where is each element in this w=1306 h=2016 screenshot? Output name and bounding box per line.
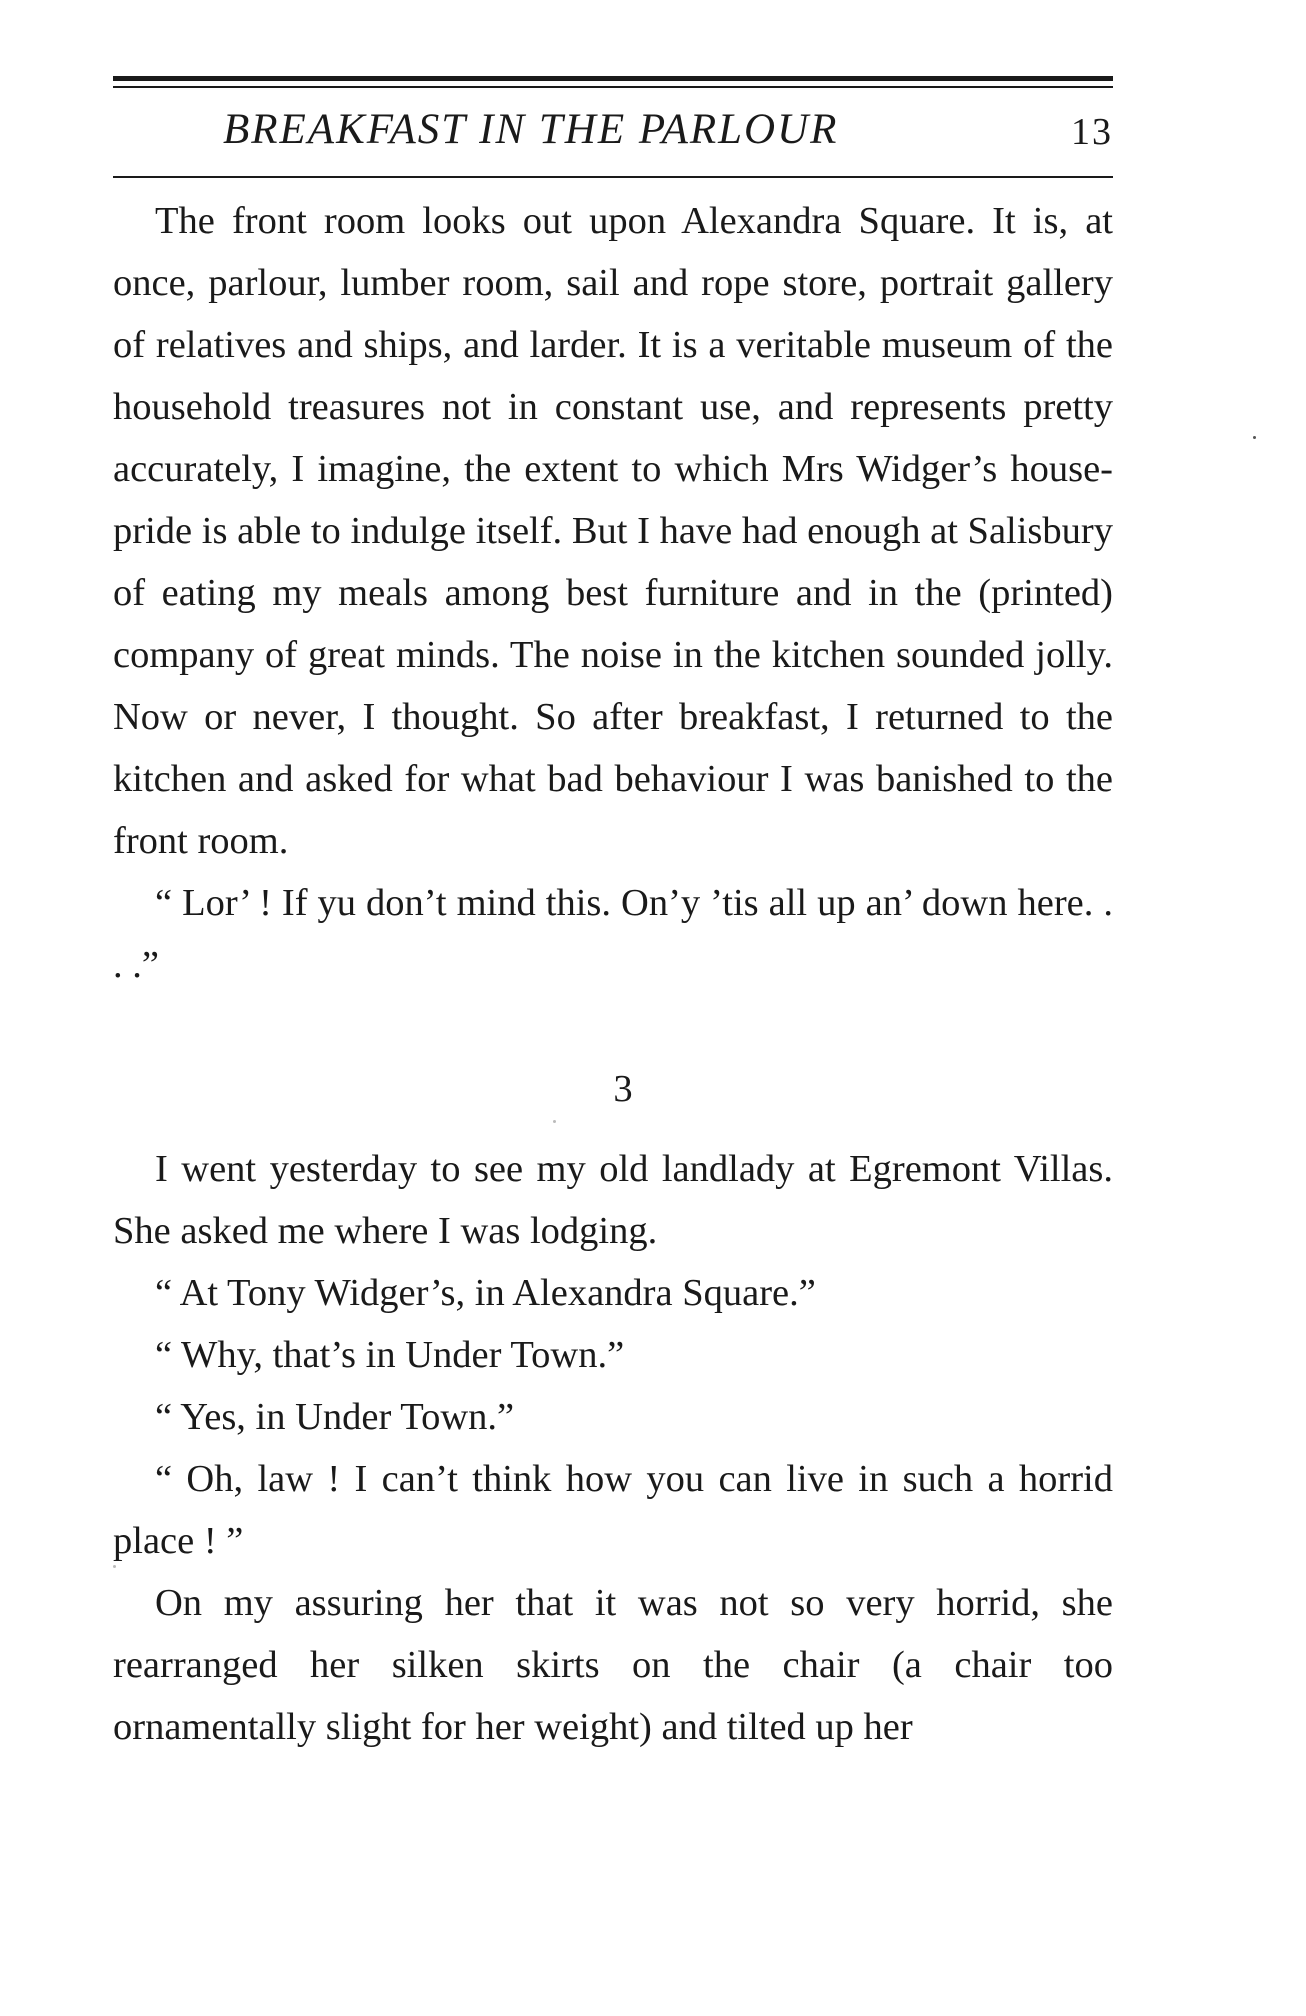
paragraph: “ Why, that’s in Under Town.” bbox=[155, 1334, 625, 1376]
book-page bbox=[113, 0, 1113, 2016]
running-title: BREAKFAST IN THE PARLOUR bbox=[223, 106, 839, 153]
body-text bbox=[113, 190, 1113, 1758]
page-number: 13 bbox=[1071, 111, 1113, 153]
paragraph: On my assuring her that it was not so very horrid, she rearranged her silken skirts on the chair (a chair too ornamentally slight for her weight) and tilted up her bbox=[113, 1582, 1113, 1748]
section-number: 3 bbox=[613, 1068, 633, 1110]
paragraph: I went yesterday to see my old landlady at Egremont Villas. She asked me where I was lodging. bbox=[113, 1148, 1113, 1252]
paragraph: “ At Tony Widger’s, in Alexandra Square.” bbox=[155, 1272, 816, 1314]
running-head bbox=[113, 100, 1113, 160]
paragraph: The front room looks out upon Alexandra Square. It is, at once, parlour, lumber room, sail and rope store, portrait gallery of relatives and ships, and larder. It is a veritable museum of the household treasures not in constant use, and represents pretty accurately, I imagine, the extent to which Mrs Widger’s house-pride is able to indulge itself. But I have had enough at Salisbury of eating my meals among best furniture and in the (printed) company of great minds. The noise in the kitchen sounded jolly. Now or never, I thought. So after breakfast, I returned to the kitchen and asked for what bad behaviour I was banished to the front room. bbox=[113, 200, 1113, 862]
print-speck bbox=[553, 1120, 556, 1123]
header-rule-bottom bbox=[113, 176, 1113, 178]
header-rule-thin bbox=[113, 86, 1113, 88]
paragraph: “ Oh, law ! I can’t think how you can live in such a horrid place ! ” bbox=[113, 1458, 1113, 1562]
header-rule-thick bbox=[113, 76, 1113, 81]
paragraph: “ Lor’ ! If yu don’t mind this. On’y ’tis all up an’ down here. . . .” bbox=[113, 882, 1113, 986]
print-speck bbox=[1253, 436, 1256, 439]
print-speck bbox=[113, 1565, 116, 1568]
paragraph: “ Yes, in Under Town.” bbox=[155, 1396, 515, 1438]
